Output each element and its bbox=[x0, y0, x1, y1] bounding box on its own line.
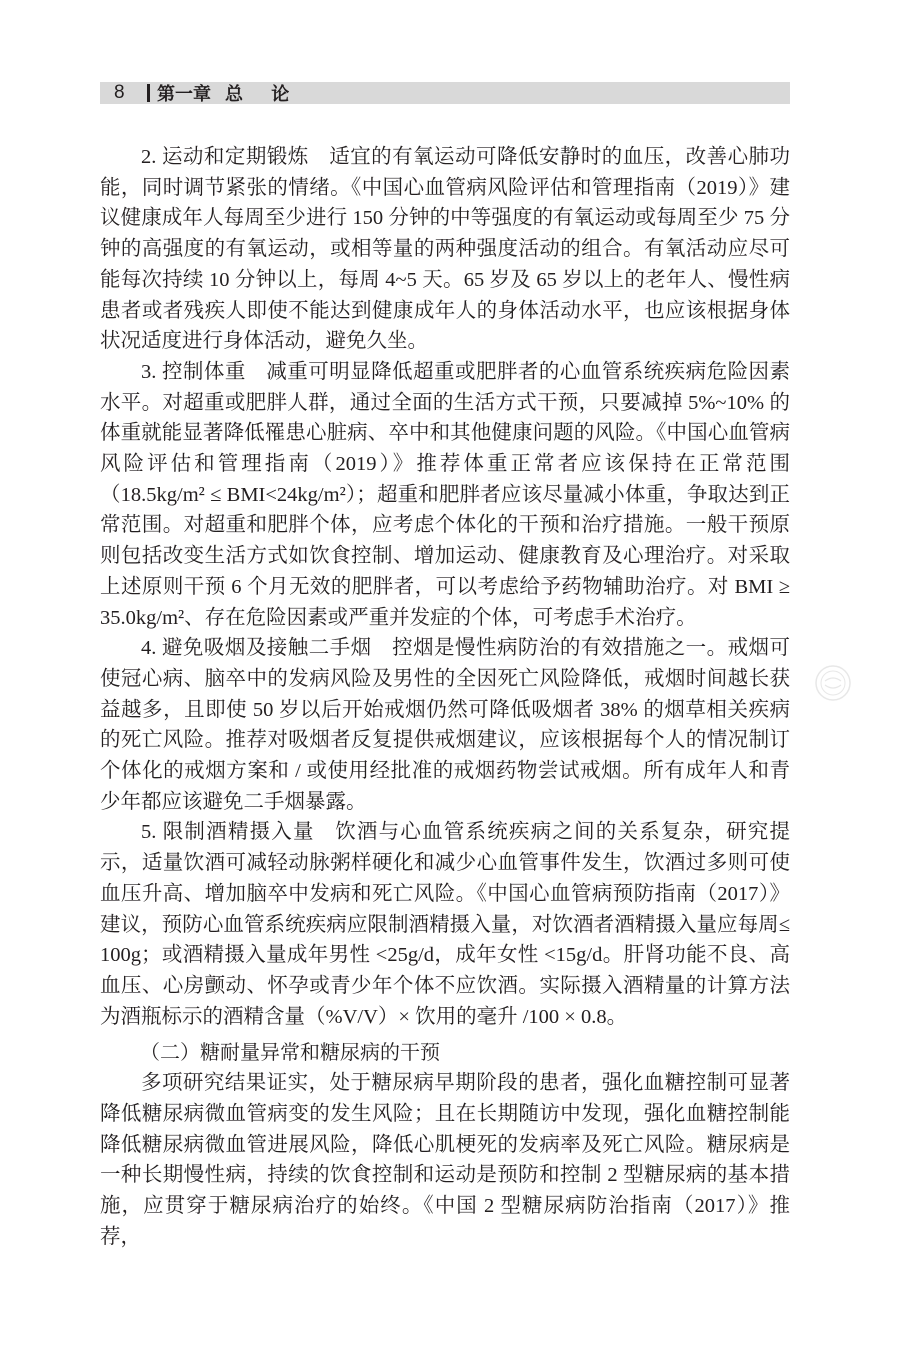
paragraph-body: 适宜的有氧运动可降低安静时的血压，改善心肺功能，同时调节紧张的情绪。《中国心血管病风险评估和管理指南（2019）》建议健康成年人每周至少进行 150 分钟的中等强度的有氧运动或每周至少 75 分钟的高强度的有氧运动，或相等量的两种强度活动的组合。有氧活动应尽可能每次持续 10 分钟以上，每周 4~5 天。65 岁及 65 岁以上的老年人、慢性病患者或者残疾人即使不能达到健康成年人的身体活动水平，也应该根据身体状况适度进行身体活动，避免久坐。 bbox=[100, 146, 791, 353]
paragraph-lead: 2. 运动和定期锻炼 bbox=[141, 146, 309, 168]
paragraph-weight-control bbox=[100, 357, 790, 633]
paragraph-smoking bbox=[100, 633, 790, 817]
paragraph-body: 饮酒与心血管系统疾病之间的关系复杂，研究提示，适量饮酒可减轻动脉粥样硬化和减少心血管事件发生，饮酒过多则可使血压升高、增加脑卒中发病和死亡风险。《中国心血管病预防指南（2017）》建议，预防心血管系统疾病应限制酒精摄入量，对饮酒者酒精摄入量应每周≤ 100g；或酒精摄入量成年男性 <25g/d，成年女性 <15g/d。肝肾功能不良、高血压、心房颤动、怀孕或青少年个体不应饮酒。实际摄入酒精量的计算方法为酒瓶标示的酒精含量（%V/V）× 饮用的毫升 /100 × 0.8。 bbox=[100, 821, 791, 1028]
page-number: 8 bbox=[114, 82, 125, 103]
paragraph-exercise bbox=[100, 142, 790, 357]
watermark-logo-icon bbox=[814, 664, 852, 702]
paragraph-diabetes: 多项研究结果证实，处于糖尿病早期阶段的患者，强化血糖控制可显著降低糖尿病微血管病变的发生风险；且在长期随访中发现，强化血糖控制能降低糖尿病微血管进展风险，降低心肌梗死的发病率及死亡风险。糖尿病是一种长期慢性病，持续的饮食控制和运动是预防和控制 2 型糖尿病的基本措施，应贯穿于糖尿病治疗的始终。《中国 2 型糖尿病防治指南（2017）》推荐， bbox=[100, 1072, 790, 1248]
running-header bbox=[100, 82, 790, 104]
paragraph-alcohol bbox=[100, 817, 790, 1032]
paragraph-lead: 5. 限制酒精摄入量 bbox=[141, 821, 315, 844]
paragraph-lead: 3. 控制体重 bbox=[141, 360, 246, 383]
section-subheading: （二）糖耐量异常和糖尿病的干预 bbox=[140, 1040, 440, 1065]
paragraph-lead: 4. 避免吸烟及接触二手烟 bbox=[141, 637, 372, 660]
paragraph-body: 减重可明显降低超重或肥胖者的心血管系统疾病危险因素水平。对超重或肥胖人群，通过全面的生活方式干预，只要减掉 5%~10% 的体重就能显著降低罹患心脏病、卒中和其他健康问题的风险。《中国心血管病风险评估和管理指南（2019）》推荐体重正常者应该保持在正常范围（18.5kg/m² ≤ BMI<24kg/m²）；超重和肥胖者应该尽量减小体重，争取达到正常范围。对超重和肥胖个体，应考虑个体化的干预和治疗措施。一般干预原则包括改变生活方式如饮食控制、增加运动、健康教育及心理治疗。对采取上述原则干预 6 个月无效的肥胖者，可以考虑给予药物辅助治疗。对 BMI ≥ 35.0kg/m²、存在危险因素或严重并发症的个体，可考虑手术治疗。 bbox=[100, 360, 790, 629]
chapter-label: 第一章 bbox=[157, 84, 211, 105]
chapter-title: 总 论 bbox=[225, 84, 290, 105]
paragraph-body: 控烟是慢性病防治的有效措施之一。戒烟可使冠心病、脑卒中的发病风险及男性的全因死亡风险降低，戒烟时间越长获益越多，且即使 50 岁以后开始戒烟仍然可降低吸烟者 38% 的烟草相关疾病的死亡风险。推荐对吸烟者反复提供戒烟建议，应该根据每个人的情况制订个体化的戒烟方案和 / 或使用经批准的戒烟药物尝试戒烟。所有成年人和青少年都应该避免二手烟暴露。 bbox=[100, 637, 791, 813]
body-text bbox=[100, 142, 790, 1252]
header-divider bbox=[147, 84, 150, 102]
